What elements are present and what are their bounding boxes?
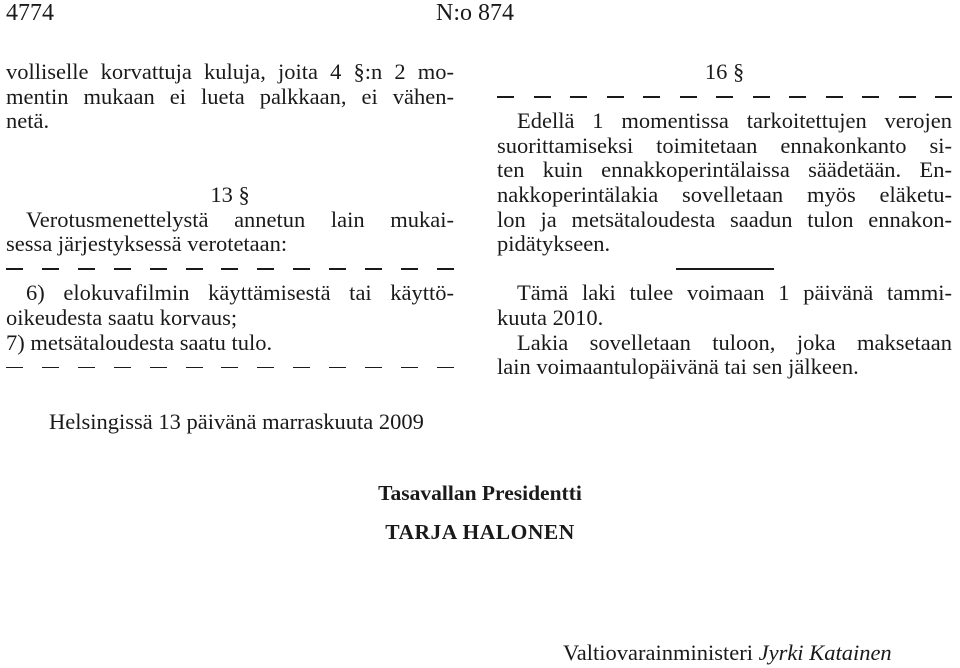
text-line: kuuta 2010. [497, 304, 604, 330]
signatory-name: TARJA HALONEN [385, 520, 575, 544]
omission-dashes [497, 85, 952, 110]
separator-rule [497, 257, 952, 282]
place-date: Helsingissä 13 päivänä marraskuuta 2009 [49, 409, 424, 434]
text-line: volliselle korvattuja kuluja, joita 4 §:n 2 mo- [6, 59, 454, 84]
section-heading-13: 13 § [210, 181, 250, 207]
omission-dashes [6, 257, 454, 282]
omission-dashes [6, 355, 454, 380]
left-column [6, 60, 454, 380]
text-line: netä. [6, 108, 50, 134]
text-line: lon ja metsätaloudesta saadun tulon ennakon- [497, 206, 952, 232]
text-line: 7) metsätaloudesta saatu tulo. [6, 329, 273, 355]
text-line: suorittamiseksi toimitetaan ennakonkanto si- [497, 132, 952, 158]
text-line: nakkoperintälakia sovelletaan myös eläketu- [497, 181, 952, 207]
signatory-title: Tasavallan Presidentti [378, 481, 582, 505]
text-line: pidätykseen. [497, 231, 611, 257]
text-line: mentin mukaan ei lueta palkkaan, ei vähen- [6, 83, 454, 109]
right-column [497, 60, 952, 380]
section-heading-16: 16 § [704, 59, 745, 84]
minister-title: Valtiovarainministeri [563, 640, 753, 665]
text-line: oikeudesta saatu korvaus; [6, 304, 238, 330]
minister-name: Jyrki Katainen [758, 640, 892, 665]
text-line: sessa järjestyksessä verotetaan: [6, 231, 288, 257]
text-line: Edellä 1 momentissa tarkoitettujen verojen [517, 108, 952, 134]
page-number: 4774 [6, 0, 54, 26]
text-line: Lakia sovelletaan tuloon, joka maksetaan [517, 329, 952, 355]
text-line: lain voimaantulopäivänä tai sen jälkeen. [497, 354, 859, 380]
text-line: 6) elokuvafilmin käyttämisestä tai käyttö- [26, 280, 454, 306]
issue-number: N:o 874 [436, 0, 514, 26]
minister-signature [563, 640, 892, 666]
text-line: Verotusmenettelystä annetun lain mukai- [26, 206, 454, 232]
text-line: ten kuin ennakkoperintälaissa säädetään. En- [497, 157, 952, 183]
text-line: Tämä laki tulee voimaan 1 päivänä tammi- [517, 280, 952, 306]
